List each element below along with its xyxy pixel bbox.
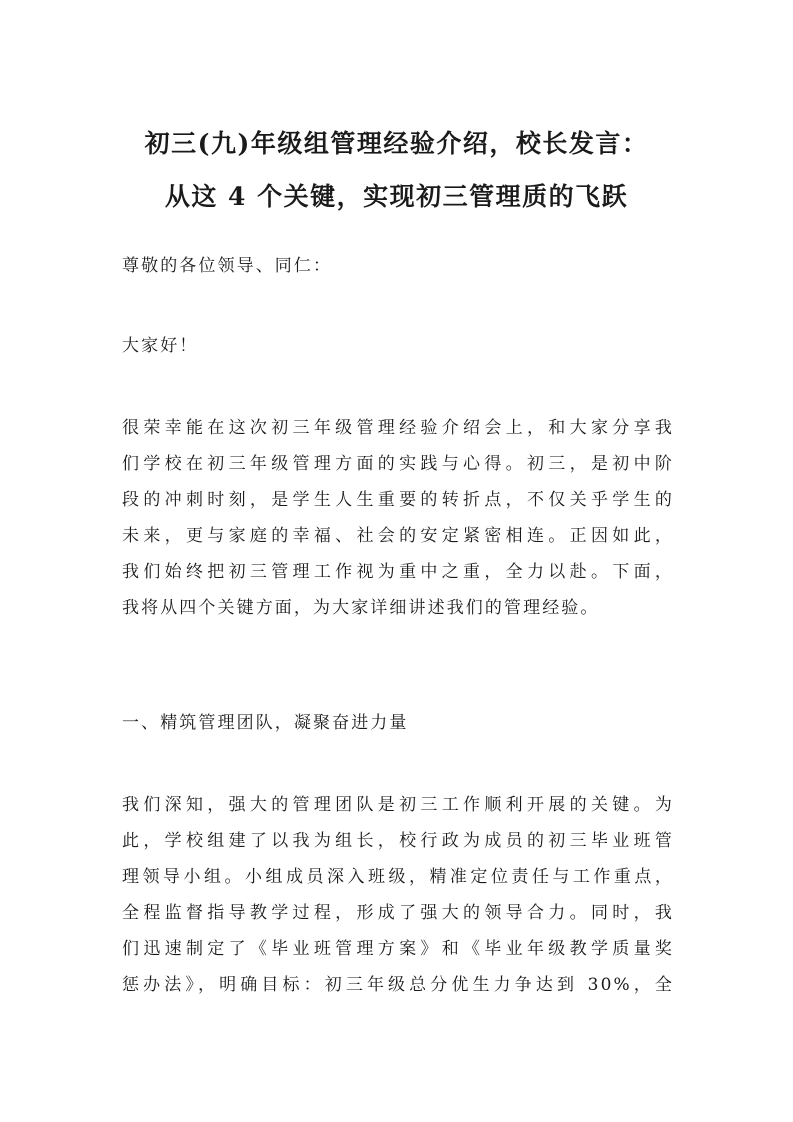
- intro-line: 很荣幸能在这次初三年级管理经验介绍会上，和大家分享我: [122, 418, 674, 438]
- intro-line: 我们始终把初三管理工作视为重中之重，全力以赴。下面，: [122, 562, 674, 582]
- section-1-line: 全程监督指导教学过程，形成了强大的领导合力。同时，我: [122, 903, 674, 923]
- greeting: 大家好！: [122, 336, 199, 356]
- section-1-line: 我们深知，强大的管理团队是初三工作顺利开展的关键。为: [122, 795, 674, 815]
- section-1-line: 此，学校组建了以我为组长，校行政为成员的初三毕业班管: [122, 831, 674, 851]
- intro-paragraph: [122, 410, 674, 626]
- document-title-line-1: 初三(九)年级组管理经验介绍，校长发言：: [144, 129, 649, 158]
- document-title-line-2: 从这 4 个关键，实现初三管理质的飞跃: [164, 182, 629, 211]
- salutation: 尊敬的各位领导、同仁：: [122, 256, 333, 276]
- section-1-paragraph: [122, 787, 674, 1003]
- intro-line: 段的冲刺时刻，是学生人生重要的转折点，不仅关乎学生的: [122, 490, 674, 510]
- intro-line: 我将从四个关键方面，为大家详细讲述我们的管理经验。: [122, 598, 600, 618]
- section-1-line: 理领导小组。小组成员深入班级，精准定位责任与工作重点，: [122, 867, 674, 887]
- section-1-line: 们迅速制定了《毕业班管理方案》和《毕业年级教学质量奖: [122, 939, 674, 959]
- intro-line: 未来，更与家庭的幸福、社会的安定紧密相连。正因如此，: [122, 526, 674, 546]
- section-1-line: 惩办法》，明确目标：初三年级总分优生力争达到 30%，全: [122, 975, 674, 995]
- section-1-heading: 一、精筑管理团队，凝聚奋进力量: [122, 713, 409, 733]
- intro-line: 们学校在初三年级管理方面的实践与心得。初三，是初中阶: [122, 454, 674, 474]
